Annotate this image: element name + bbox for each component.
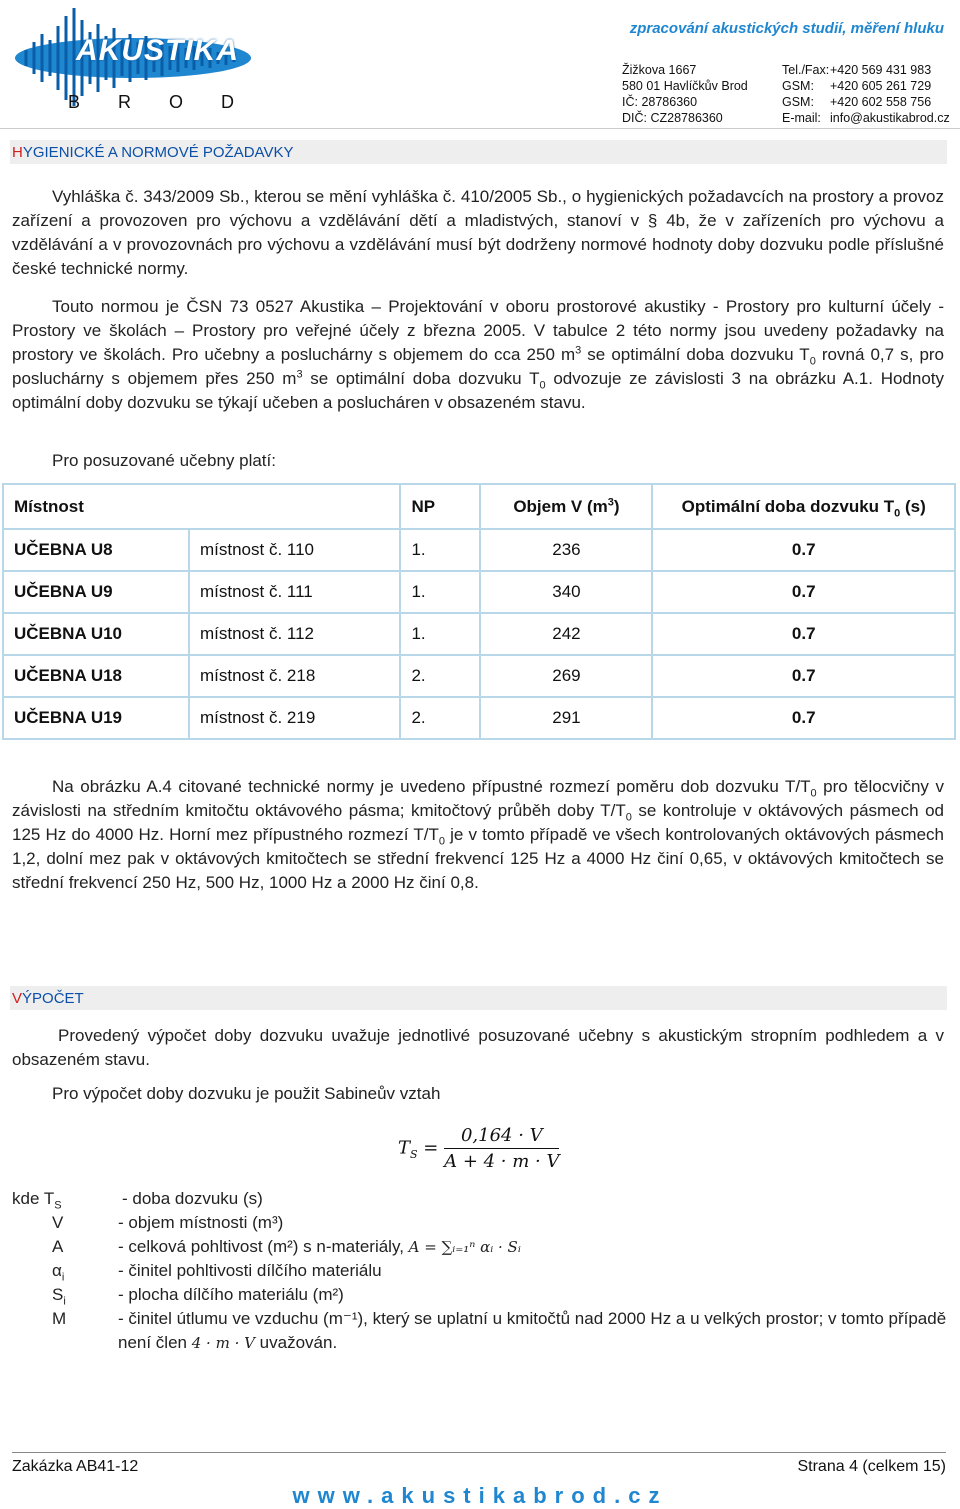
sabine-formula: $T_S$ = $\frac{0,164 \cdot V}{A + 4 \cdot m \cdot V}$ (398, 1125, 560, 1172)
paragraph-applies: Pro posuzované učebny platí: (52, 451, 276, 470)
cell-np: 2. (400, 655, 480, 697)
company-tagline: zpracování akustických studií, měření hluku (629, 20, 944, 37)
contact-value: +420 605 261 729 (830, 79, 932, 93)
table-header-row (3, 484, 955, 529)
contact-key: Tel./Fax: (782, 63, 830, 77)
cell-volume: 269 (480, 655, 652, 697)
company-logo (8, 6, 273, 116)
cell-np: 1. (400, 529, 480, 571)
table-row (3, 613, 955, 655)
page-number: Strana 4 (celkem 15) (797, 1458, 946, 1475)
table-row (3, 529, 955, 571)
cell-optimal: 0.7 (652, 613, 955, 655)
header-divider (0, 128, 960, 129)
table-row (3, 697, 955, 739)
contact-key: GSM: (782, 79, 814, 93)
table-row (3, 571, 955, 613)
paragraph-decree: Vyhláška č. 343/2009 Sb., kterou se mění vyhláška č. 410/2005 Sb., o hygienických požadavcích na prostory a provoz zařízení a provozoven pro výchovu a vzdělávání dětí a mladistvých, stanoví v § 4b, že v zařízeních pro výchovu a vzdělávání a v provozovnách pro výchovu a vzdělávání musí být dodrženy normové hodnoty doby dozvuku podle příslušné české technické normy. (12, 187, 944, 278)
definition-item: $S_i$ - plocha dílčího materiálu (m²) (52, 1285, 344, 1308)
email-link[interactable]: info@akustikabrod.cz (830, 111, 950, 125)
cell-name: UČEBNA U9 (3, 571, 189, 613)
cell-volume: 242 (480, 613, 652, 655)
definition-item: $\alpha_i$ - činitel pohltivosti dílčího materiálu (52, 1261, 382, 1284)
address-line: IČ: 28786360 (622, 95, 698, 109)
cell-optimal: 0.7 (652, 655, 955, 697)
cell-optimal: 0.7 (652, 697, 955, 739)
section-heading-hygiene: HYGIENICKÉ A NORMOVÉ POŽADAVKY (10, 140, 947, 164)
cell-name: UČEBNA U18 (3, 655, 189, 697)
cell-room: místnost č. 110 (189, 529, 400, 571)
paragraph-calc-intro: Provedený výpočet doby dozvuku uvažuje jednotlivé posuzované učebny s akustickým stropním podhledem a v obsazeném stavu. (12, 1026, 944, 1069)
definition-item: V - objem místnosti (m³) (52, 1213, 284, 1232)
definition-item: M - činitel útlumu ve vzduchu (m⁻¹), který se uplatní u kmitočtů nad 2000 Hz a u velkých prostor; v tomto případě není člen 4 · m · V uvažován. (52, 1309, 947, 1352)
header-optimal: Optimální doba dozvuku $T_0$ (s) (652, 484, 955, 529)
contact-key: E-mail: (782, 111, 821, 125)
contact-value: +420 569 431 983 (830, 63, 932, 77)
paragraph-gym-norm: Na obrázku A.4 citované technické normy je uvedeno přípustné rozmezí poměru dob dozvuku $T/T_0$ pro tělocvičny v závislosti na středním kmitočtu oktávového pásma; kmitočtový průběh doby $T/T_0$ se kontroluje v oktávových pásmech od 125 Hz do 4000 Hz. Horní mez přípustného rozmezí $T/T_0$ je v tomto případě ve všech kontrolovaných oktávových pásmech 1,2, dolní mez pak v oktávových kmitočtech se střední frekvencí 125 Hz a 4000 Hz činí 0,65, v oktávových kmitočtech se střední frekvencí 250 Hz, 500 Hz, 1000 Hz a 2000 Hz činí 0,8. (12, 777, 945, 892)
definition-item: kde $T_S$ - doba dozvuku (s) (12, 1189, 263, 1212)
symbol-definitions (12, 1187, 947, 1355)
paragraph-sabine: Pro výpočet doby dozvuku je použit Sabineův vztah (52, 1084, 441, 1103)
cell-room: místnost č. 112 (189, 613, 400, 655)
cell-volume: 291 (480, 697, 652, 739)
reverb-requirements-table (2, 483, 956, 740)
company-contact (622, 62, 950, 126)
cell-room: místnost č. 111 (189, 571, 400, 613)
cell-np: 2. (400, 697, 480, 739)
paragraph-norm: Touto normou je ČSN 73 0527 Akustika – Projektování v oboru prostorové akustiky - Prostory pro kulturní účely - Prostory ve školách – Prostory pro veřejné účely z března 2005. V tabulce 2 této normy jsou uvedeny požadavky na prostory ve školách. Pro učebny a posluchárny s objemem do cca 250 $m^3$ se optimální doba dozvuku $T_0$ rovná 0,7 s, pro posluchárny s objemem přes 250 $m^3$ se optimální doba dozvuku $T_0$ odvozuje ze závislosti 3 na obrázku A.1. Hodnoty optimální doby dozvuku se týkají učeben a poslucháren v obsazeném stavu. (12, 297, 945, 412)
page-footer (12, 1458, 946, 1476)
cell-room: místnost č. 218 (189, 655, 400, 697)
header-volume: Objem V $(m^3)$ (480, 484, 652, 529)
definition-item: A - celková pohltivost (m²) s n-materiály, A = ∑ᵢ₌₁ⁿ αᵢ · Sᵢ (52, 1237, 521, 1256)
cell-optimal: 0.7 (652, 529, 955, 571)
address-line: DIČ: CZ28786360 (622, 111, 723, 125)
footer-divider (12, 1452, 946, 1453)
contact-value: +420 602 558 756 (830, 95, 932, 109)
order-number: Zakázka AB41-12 (12, 1458, 139, 1475)
website-link[interactable]: www.akustikabrod.cz (292, 1483, 668, 1508)
table-row (3, 655, 955, 697)
cell-np: 1. (400, 571, 480, 613)
address-line: 580 01 Havlíčkův Brod (622, 79, 748, 93)
cell-name: UČEBNA U19 (3, 697, 189, 739)
section-heading-calculation: VÝPOČET (10, 986, 947, 1010)
cell-name: UČEBNA U10 (3, 613, 189, 655)
header-np: NP (400, 484, 480, 529)
cell-name: UČEBNA U8 (3, 529, 189, 571)
header-room: Místnost (3, 484, 400, 529)
cell-volume: 236 (480, 529, 652, 571)
contact-key: GSM: (782, 95, 814, 109)
cell-room: místnost č. 219 (189, 697, 400, 739)
logo-name: AKUSTIKA (76, 34, 239, 67)
cell-volume: 340 (480, 571, 652, 613)
cell-optimal: 0.7 (652, 571, 955, 613)
logo-subtitle: BROD (68, 92, 273, 112)
cell-np: 1. (400, 613, 480, 655)
address-line: Žižkova 1667 (622, 63, 697, 77)
